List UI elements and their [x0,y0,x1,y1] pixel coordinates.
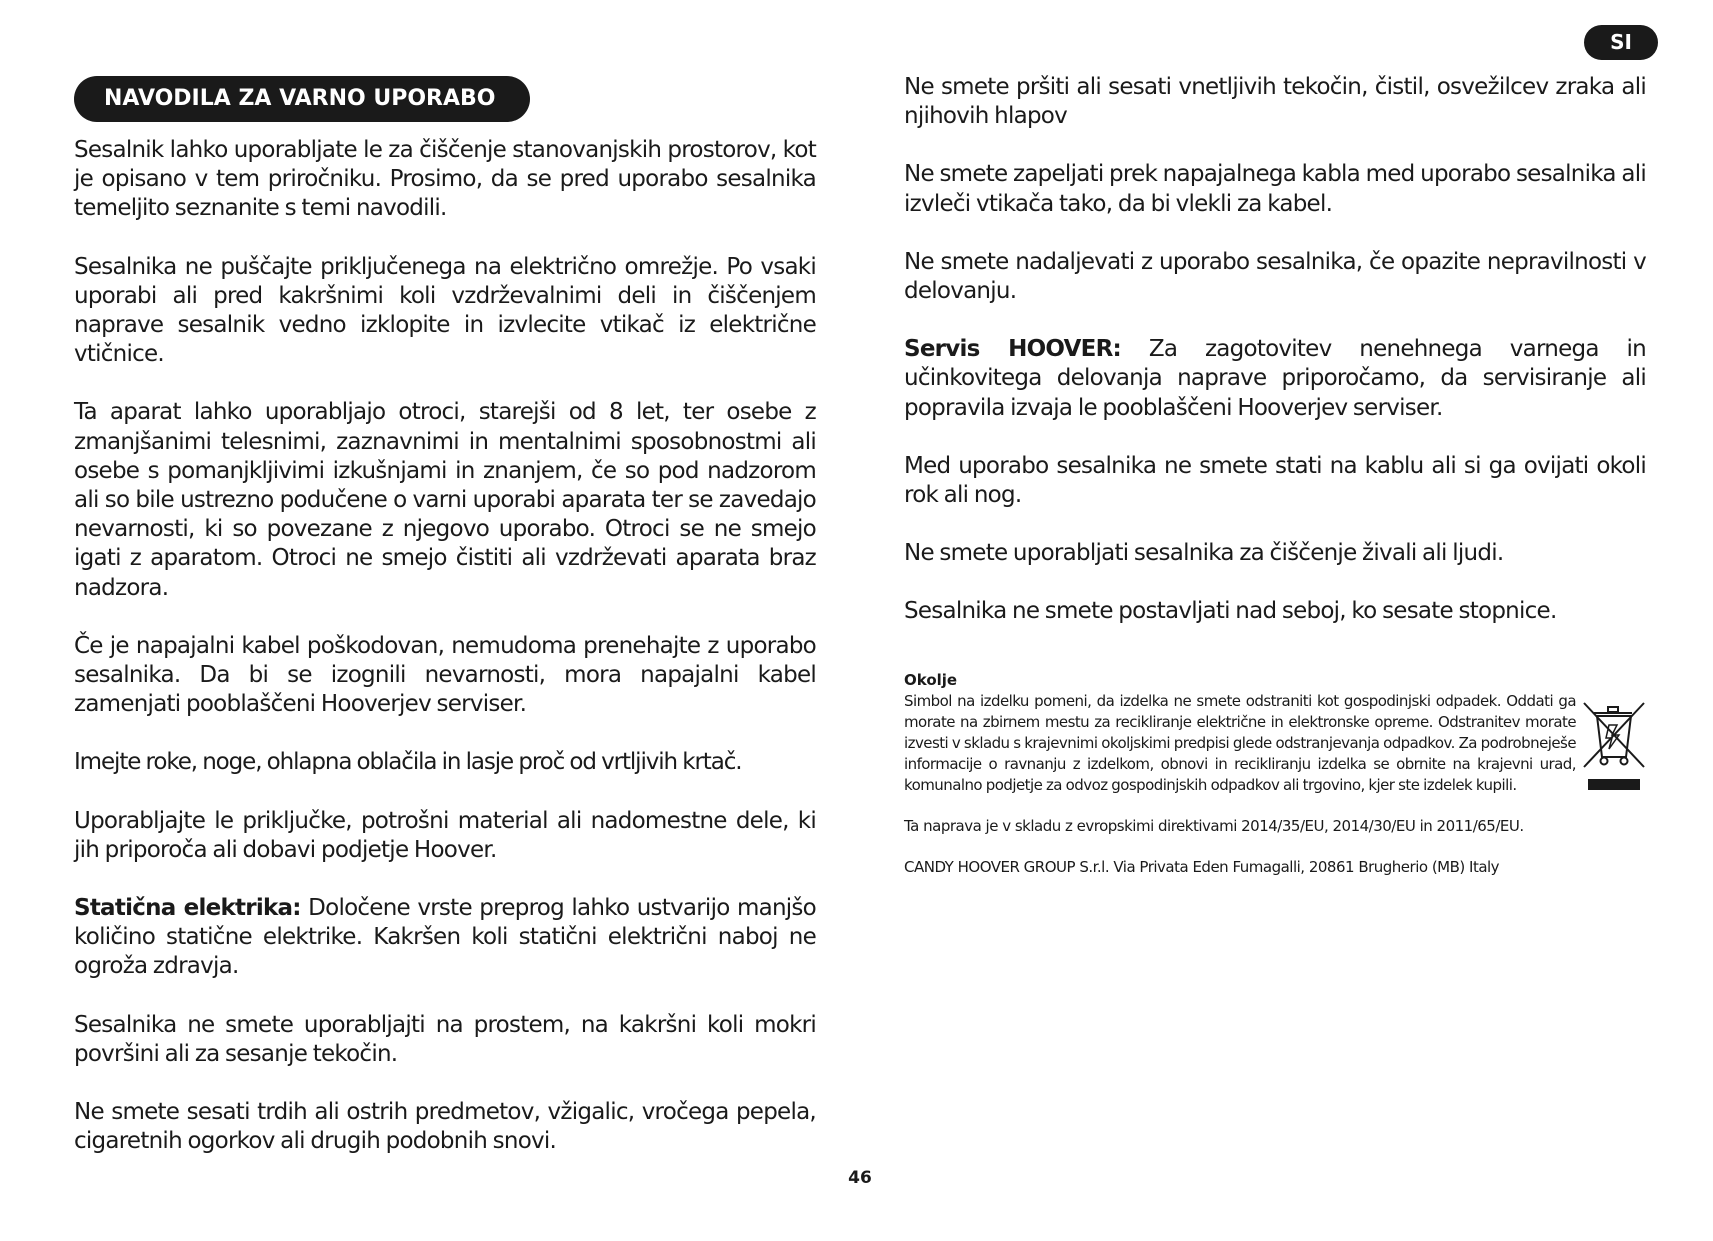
paragraph-bold-lead: Statična elektrika: [74,895,301,922]
paragraph-text: Ta aparat lahko uporabljajo otroci, starejši od 8 let, ter osebe z zmanjšanimi telesnimi, zaznavnimi in mentalnimi sposobnostmi ali osebe s pomanjkljivimi izkušnjami in znanjem, če so pod nadzorom ali so bile ustrezno podučene o varni uporabi aparata ter se zavedajo nevarnosti, ki so povezane z njegovo uporabo. Otroci se ne smejo igati z aparatom. Otroci ne smejo čistiti ali vzdrževati aparata braz nadzora. [74,399,816,601]
paragraph-text: Ne smete nadaljevati z uporabo sesalnika, če opazite nepravilnosti v delovanju. [904,248,1646,305]
left-column [74,136,816,1185]
paragraph-text: Če je napajalni kabel poškodovan, nemudoma prenehajte z uporabo sesalnika. Da bi se izognili nevarnosti, mora napajalni kabel zamenjati pooblaščeni Hooverjev serviser. [74,632,816,718]
paragraph-text: Sesalnik lahko uporabljate le za čiščenje stanovanjskih prostorov, kot je opisano v tem priročniku. Prosimo, da se pred uporabo sesalnika temeljito seznanite s temi navodili. [74,137,816,222]
paragraph-9 [904,73,1646,131]
paragraph-13 [904,452,1646,510]
environment-text: Simbol na izdelku pomeni, da izdelka ne smete odstraniti kot gospodinjski odpadek. Oddati ga morate na zbirnem mestu za recikliranje električne in elektronske opreme. Odstranitev morate izvesti v skladu s krajevnimi okoljskimi predpisi glede odstranjevanja odpadkov. Za podrobneješe informacije o ravnanju z izdelkom, obnovi in recikliranju izdelka se obrnite na krajevni urad, komunalno podjetje za odvoz gospodinjskih odpadkov ali trgovino, kjer ste izdelek kupili. [904,692,1576,794]
paragraph-text: Imejte roke, noge, ohlapna oblačila in lasje proč od vrtljivih krtač. [74,749,742,776]
right-column [904,73,1646,656]
paragraph-12 [904,335,1646,423]
language-badge: SI [1584,25,1658,60]
paragraph-6 [74,894,816,982]
paragraph-text: Med uporabo sesalnika ne smete stati na kablu ali si ga ovijati okoli rok ali nog. [904,452,1646,509]
paragraph-5 [74,807,816,865]
paragraph-8 [74,1098,816,1156]
weee-crossed-bin-icon [1582,699,1646,795]
paragraph-text: Ne smete uporabljati sesalnika za čiščenje živali ali ljudi. [904,540,1504,567]
section-title: NAVODILA ZA VARNO UPORABO [74,76,530,122]
paragraph-14 [904,539,1646,568]
paragraph-text: Ne smete zapeljati prek napajalnega kabla med uporabo sesalnika ali izvleči vtikača tako, da bi vlekli za kabel. [904,161,1646,217]
environment-title: Okolje [904,671,958,689]
paragraph-text: Sesalnika ne smete uporabljajti na prostem, na kakršni koli mokri površini ali za sesanje tekočin. [74,1011,816,1067]
paragraph-text: Ne smete sesati trdih ali ostrih predmetov, vžigalic, vročega pepela, cigaretnih ogorkov ali drugih podobnih snovi. [74,1099,816,1155]
paragraph-text: Določene vrste preprog lahko ustvarijo manjšo količino statične elektrike. Kakršen koli statični električni naboj ne ogroža zdravja. [74,895,816,980]
environment-section [904,670,1646,878]
paragraph-4 [74,748,816,777]
paragraph-15 [904,597,1646,626]
paragraph-text: Sesalnika ne puščajte priključenega na električno omrežje. Po vsaki uporabi ali pred kakršnimi koli vzdrževalnimi deli in čiščenjem naprave sesalnik vedno izklopite in izvlecite vtikač iz električne vtičnice. [74,253,816,368]
paragraph-text: Sesalnika ne smete postavljati nad seboj, ko sesate stopnice. [904,598,1557,625]
paragraph-7 [74,1011,816,1069]
paragraph-text: Za zagotovitev nenehnega varnega in učinkovitega delovanja naprave priporočamo, da servisiranje ali popravila izvaja le pooblaščeni Hooverjev serviser. [904,336,1646,421]
paragraph-bold-lead: Servis HOOVER: [904,336,1121,363]
paragraph-10 [904,160,1646,218]
directives-text: Ta naprava je v skladu z evropskimi direktivami 2014/35/EU, 2014/30/EU in 2011/65/EU. [904,817,1524,835]
environment-row [904,691,1646,796]
paragraph-text: Ne smete pršiti ali sesati vnetljivih tekočin, čistil, osvežilcev zraka ali njihovih hlapov [904,74,1646,130]
page-number: 46 [848,1168,872,1188]
company-address: CANDY HOOVER GROUP S.r.l. Via Privata Eden Fumagalli, 20861 Brugherio (MB) Italy [904,858,1500,876]
paragraph-text: Uporabljajte le priključke, potrošni material ali nadomestne dele, ki jih priporoča ali dobavi podjetje Hoover. [74,807,816,863]
paragraph-1 [74,253,816,370]
paragraph-3 [74,632,816,720]
paragraph-0 [74,136,816,224]
paragraph-2 [74,398,816,602]
paragraph-11 [904,248,1646,306]
